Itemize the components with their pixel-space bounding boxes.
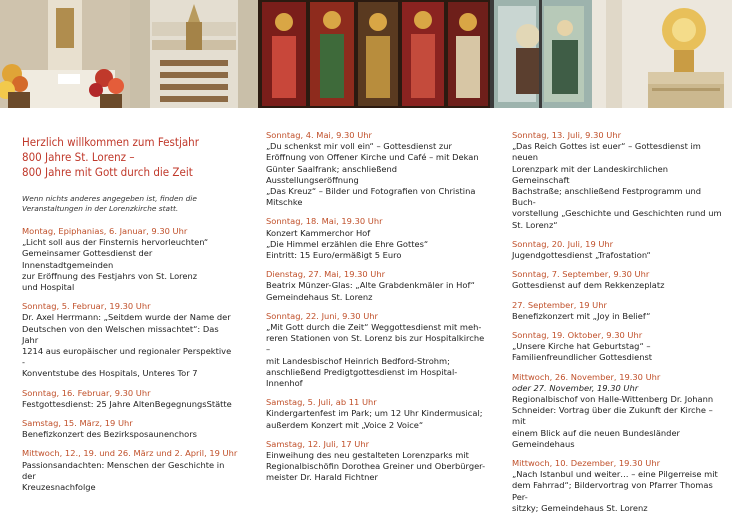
event-entry bbox=[266, 439, 488, 484]
event-entry bbox=[22, 418, 236, 440]
event-text: 1214 aus europäischer und regionaler Perspektive - bbox=[22, 346, 232, 368]
altar-panels-illustration bbox=[258, 0, 490, 108]
photo-banner bbox=[0, 0, 732, 108]
event-text: mit Landesbischof Heinrich Bedford-Strohm; bbox=[266, 355, 450, 366]
event-text: „Mit Gott durch die Zeit“ Weggottesdienst mit meh- bbox=[266, 322, 482, 333]
event-text: „Nach Istanbul und weiter… – eine Pilgerreise mit bbox=[512, 469, 718, 480]
event-text: Festgottesdienst: 25 Jahre AltenBegegnungsStätte bbox=[22, 398, 232, 409]
event-entry bbox=[512, 330, 724, 364]
event-date: Samstag, 15. März, 19 Uhr bbox=[22, 418, 133, 429]
event-text: „Licht soll aus der Finsternis hervorleuchten“ bbox=[22, 237, 209, 248]
event-text: meister Dr. Harald Fichtner bbox=[266, 472, 378, 483]
event-text: Familienfreundlicher Gottesdienst bbox=[512, 352, 653, 363]
event-entry bbox=[266, 216, 488, 261]
event-text: reren Stationen von St. Lorenz bis zur Hospitalkirche – bbox=[266, 333, 485, 355]
stained-glass-photo bbox=[490, 0, 592, 108]
event-text: Gemeinsamer Gottesdienst der Innenstadtgemeinden bbox=[22, 248, 153, 270]
event-text: Günter Saalfrank; anschließend Ausstellungseröffnung bbox=[266, 163, 398, 185]
program-column-1 bbox=[22, 130, 236, 501]
event-entry bbox=[512, 372, 724, 450]
event-date: Sonntag, 5. Februar, 19.30 Uhr bbox=[22, 301, 151, 312]
event-text: „Du schenkst mir voll ein“ – Gottesdienst zur bbox=[266, 141, 452, 152]
event-alt-date: oder 27. November, 19.30 Uhr bbox=[512, 382, 639, 393]
event-text: Einweihung des neu gestalteten Lorenzparks mit bbox=[266, 450, 469, 461]
event-text: Gemeindehaus bbox=[512, 438, 575, 449]
intro-note bbox=[22, 194, 236, 214]
intro-line: Wenn nichts anderes angegeben ist, finden die bbox=[22, 194, 197, 203]
event-entry bbox=[266, 397, 488, 431]
headline bbox=[22, 135, 236, 180]
event-entry bbox=[512, 130, 724, 231]
event-text: außerdem Konzert mit „Voice 2 Voice“ bbox=[266, 419, 424, 430]
event-text: anschließend Predigtgottesdienst im Hospital- bbox=[266, 366, 458, 377]
event-date: Sonntag, 19. Oktober, 9.30 Uhr bbox=[512, 330, 643, 341]
event-text: Innenhof bbox=[266, 378, 303, 389]
event-text: Konventstube des Hospitals, Unteres Tor 7 bbox=[22, 368, 198, 379]
event-text: Regionalbischof von Halle-Wittenberg Dr. Johann bbox=[512, 394, 714, 405]
event-date: Sonntag, 13. Juli, 9.30 Uhr bbox=[512, 130, 622, 140]
event-date: Mittwoch, 26. November, 19.30 Uhr bbox=[512, 371, 661, 382]
event-date: Mittwoch, 12., 19. und 26. März und 2. April, 19 Uhr bbox=[22, 448, 238, 459]
church-interior-illustration bbox=[130, 0, 258, 108]
event-date: Mittwoch, 10. Dezember, 19.30 Uhr bbox=[512, 458, 660, 469]
event-text: Deutschen von den Welschen missachtet“: Das Jahr bbox=[22, 323, 219, 345]
event-text: Regionalbischöfin Dorothea Greiner und Oberbürger- bbox=[266, 461, 486, 472]
event-text: Dr. Axel Herrmann: „Seitdem wurde der Name der bbox=[22, 312, 231, 323]
event-text: Gemeindehaus St. Lorenz bbox=[266, 291, 373, 302]
event-text: Kindergartenfest im Park; um 12 Uhr Kindermusical; bbox=[266, 408, 483, 419]
event-text: dem Fahrrad“; Bildervortrag von Pfarrer Thomas Per- bbox=[512, 480, 713, 502]
event-entry bbox=[22, 388, 236, 410]
carved-altar-illustration bbox=[592, 0, 732, 108]
event-entry bbox=[266, 311, 488, 389]
event-entry bbox=[22, 448, 236, 493]
altar-flowers-photo bbox=[0, 0, 130, 108]
event-text: und Hospital bbox=[22, 282, 75, 293]
event-entry bbox=[22, 226, 236, 293]
event-date: Samstag, 5. Juli, ab 11 Uhr bbox=[266, 397, 377, 408]
event-date: Sonntag, 18. Mai, 19.30 Uhr bbox=[266, 216, 383, 227]
event-text: Eintritt: 15 Euro/ermäßigt 5 Euro bbox=[266, 250, 402, 261]
event-text: St. Lorenz“ bbox=[512, 219, 558, 230]
event-text: sitzky; Gemeindehaus St. Lorenz bbox=[512, 502, 648, 513]
event-date: Sonntag, 7. September, 9.30 Uhr bbox=[512, 269, 650, 280]
event-entry bbox=[266, 269, 488, 303]
event-text: zur Eröffnung des Festjahrs von St. Lorenz bbox=[22, 270, 198, 281]
event-text: „Das Kreuz“ – Bilder und Fotografien von Christina bbox=[266, 186, 476, 197]
event-date: Dienstag, 27. Mai, 19.30 Uhr bbox=[266, 269, 386, 280]
event-text: Benefizkonzert mit „Joy in Belief“ bbox=[512, 310, 651, 321]
headline-line: 800 Jahre mit Gott durch die Zeit bbox=[22, 165, 193, 179]
event-date: Sonntag, 4. Mai, 9.30 Uhr bbox=[266, 130, 372, 140]
altar-panels-photo bbox=[258, 0, 490, 108]
event-text: Benefizkonzert des Bezirksposaunenchors bbox=[22, 429, 197, 440]
event-text: Kreuzesnachfolge bbox=[22, 482, 96, 493]
event-text: „Die Himmel erzählen die Ehre Gottes“ bbox=[266, 238, 429, 249]
event-text: Konzert Kammerchor Hof bbox=[266, 227, 371, 238]
event-date: Sonntag, 22. Juni, 9.30 Uhr bbox=[266, 310, 378, 321]
altar-flowers-illustration bbox=[0, 0, 130, 108]
church-interior-photo bbox=[130, 0, 258, 108]
event-text: Mitschke bbox=[266, 197, 303, 208]
headline-line: Herzlich willkommen zum Festjahr bbox=[22, 135, 199, 149]
carved-altar-photo bbox=[592, 0, 732, 108]
event-text: „Das Reich Gottes ist euer“ – Gottesdienst im neuen bbox=[512, 141, 701, 163]
stained-glass-illustration bbox=[490, 0, 592, 108]
event-date: 27. September, 19 Uhr bbox=[512, 299, 607, 310]
event-text: Beatrix Münzer-Glas: „Alte Grabdenkmäler in Hof“ bbox=[266, 280, 475, 291]
event-date: Sonntag, 20. Juli, 19 Uhr bbox=[512, 238, 614, 249]
event-text: Gottesdienst auf dem Rekkenzeplatz bbox=[512, 280, 665, 291]
headline-line: 800 Jahre St. Lorenz – bbox=[22, 150, 135, 164]
intro-line: Veranstaltungen in der Lorenzkirche statt. bbox=[22, 204, 179, 213]
event-entry bbox=[512, 300, 724, 322]
event-text: „Unsere Kirche hat Geburtstag“ – bbox=[512, 341, 651, 352]
event-text: Passionsandachten: Menschen der Geschichte in der bbox=[22, 459, 225, 481]
event-text: Lorenzpark mit der Landeskirchlichen Gemeinschaft bbox=[512, 163, 669, 185]
program-column-3 bbox=[512, 130, 724, 522]
event-text: Eröffnung von Offener Kirche und Café – mit Dekan bbox=[266, 152, 479, 163]
event-text: einem Blick auf die neuen Bundesländer bbox=[512, 427, 680, 438]
program-column-2 bbox=[266, 130, 488, 492]
event-text: Schneider: Vortrag über die Zukunft der Kirche – mit bbox=[512, 405, 713, 427]
event-entry bbox=[512, 269, 724, 291]
event-entry bbox=[22, 301, 236, 379]
event-text: Jugendgottesdienst „Trafostation“ bbox=[512, 250, 651, 261]
event-date: Samstag, 12. Juli, 17 Uhr bbox=[266, 438, 369, 449]
event-date: Sonntag, 16. Februar, 9.30 Uhr bbox=[22, 387, 151, 398]
event-text: vorstellung „Geschichte und Geschichten rund um bbox=[512, 208, 722, 219]
event-entry bbox=[512, 239, 724, 261]
event-entry bbox=[512, 458, 724, 514]
event-entry bbox=[266, 130, 488, 208]
event-date: Montag, Epiphanias, 6. Januar, 9.30 Uhr bbox=[22, 226, 188, 236]
event-text: Bachstraße; anschließend Festprogramm und Buch- bbox=[512, 186, 702, 208]
